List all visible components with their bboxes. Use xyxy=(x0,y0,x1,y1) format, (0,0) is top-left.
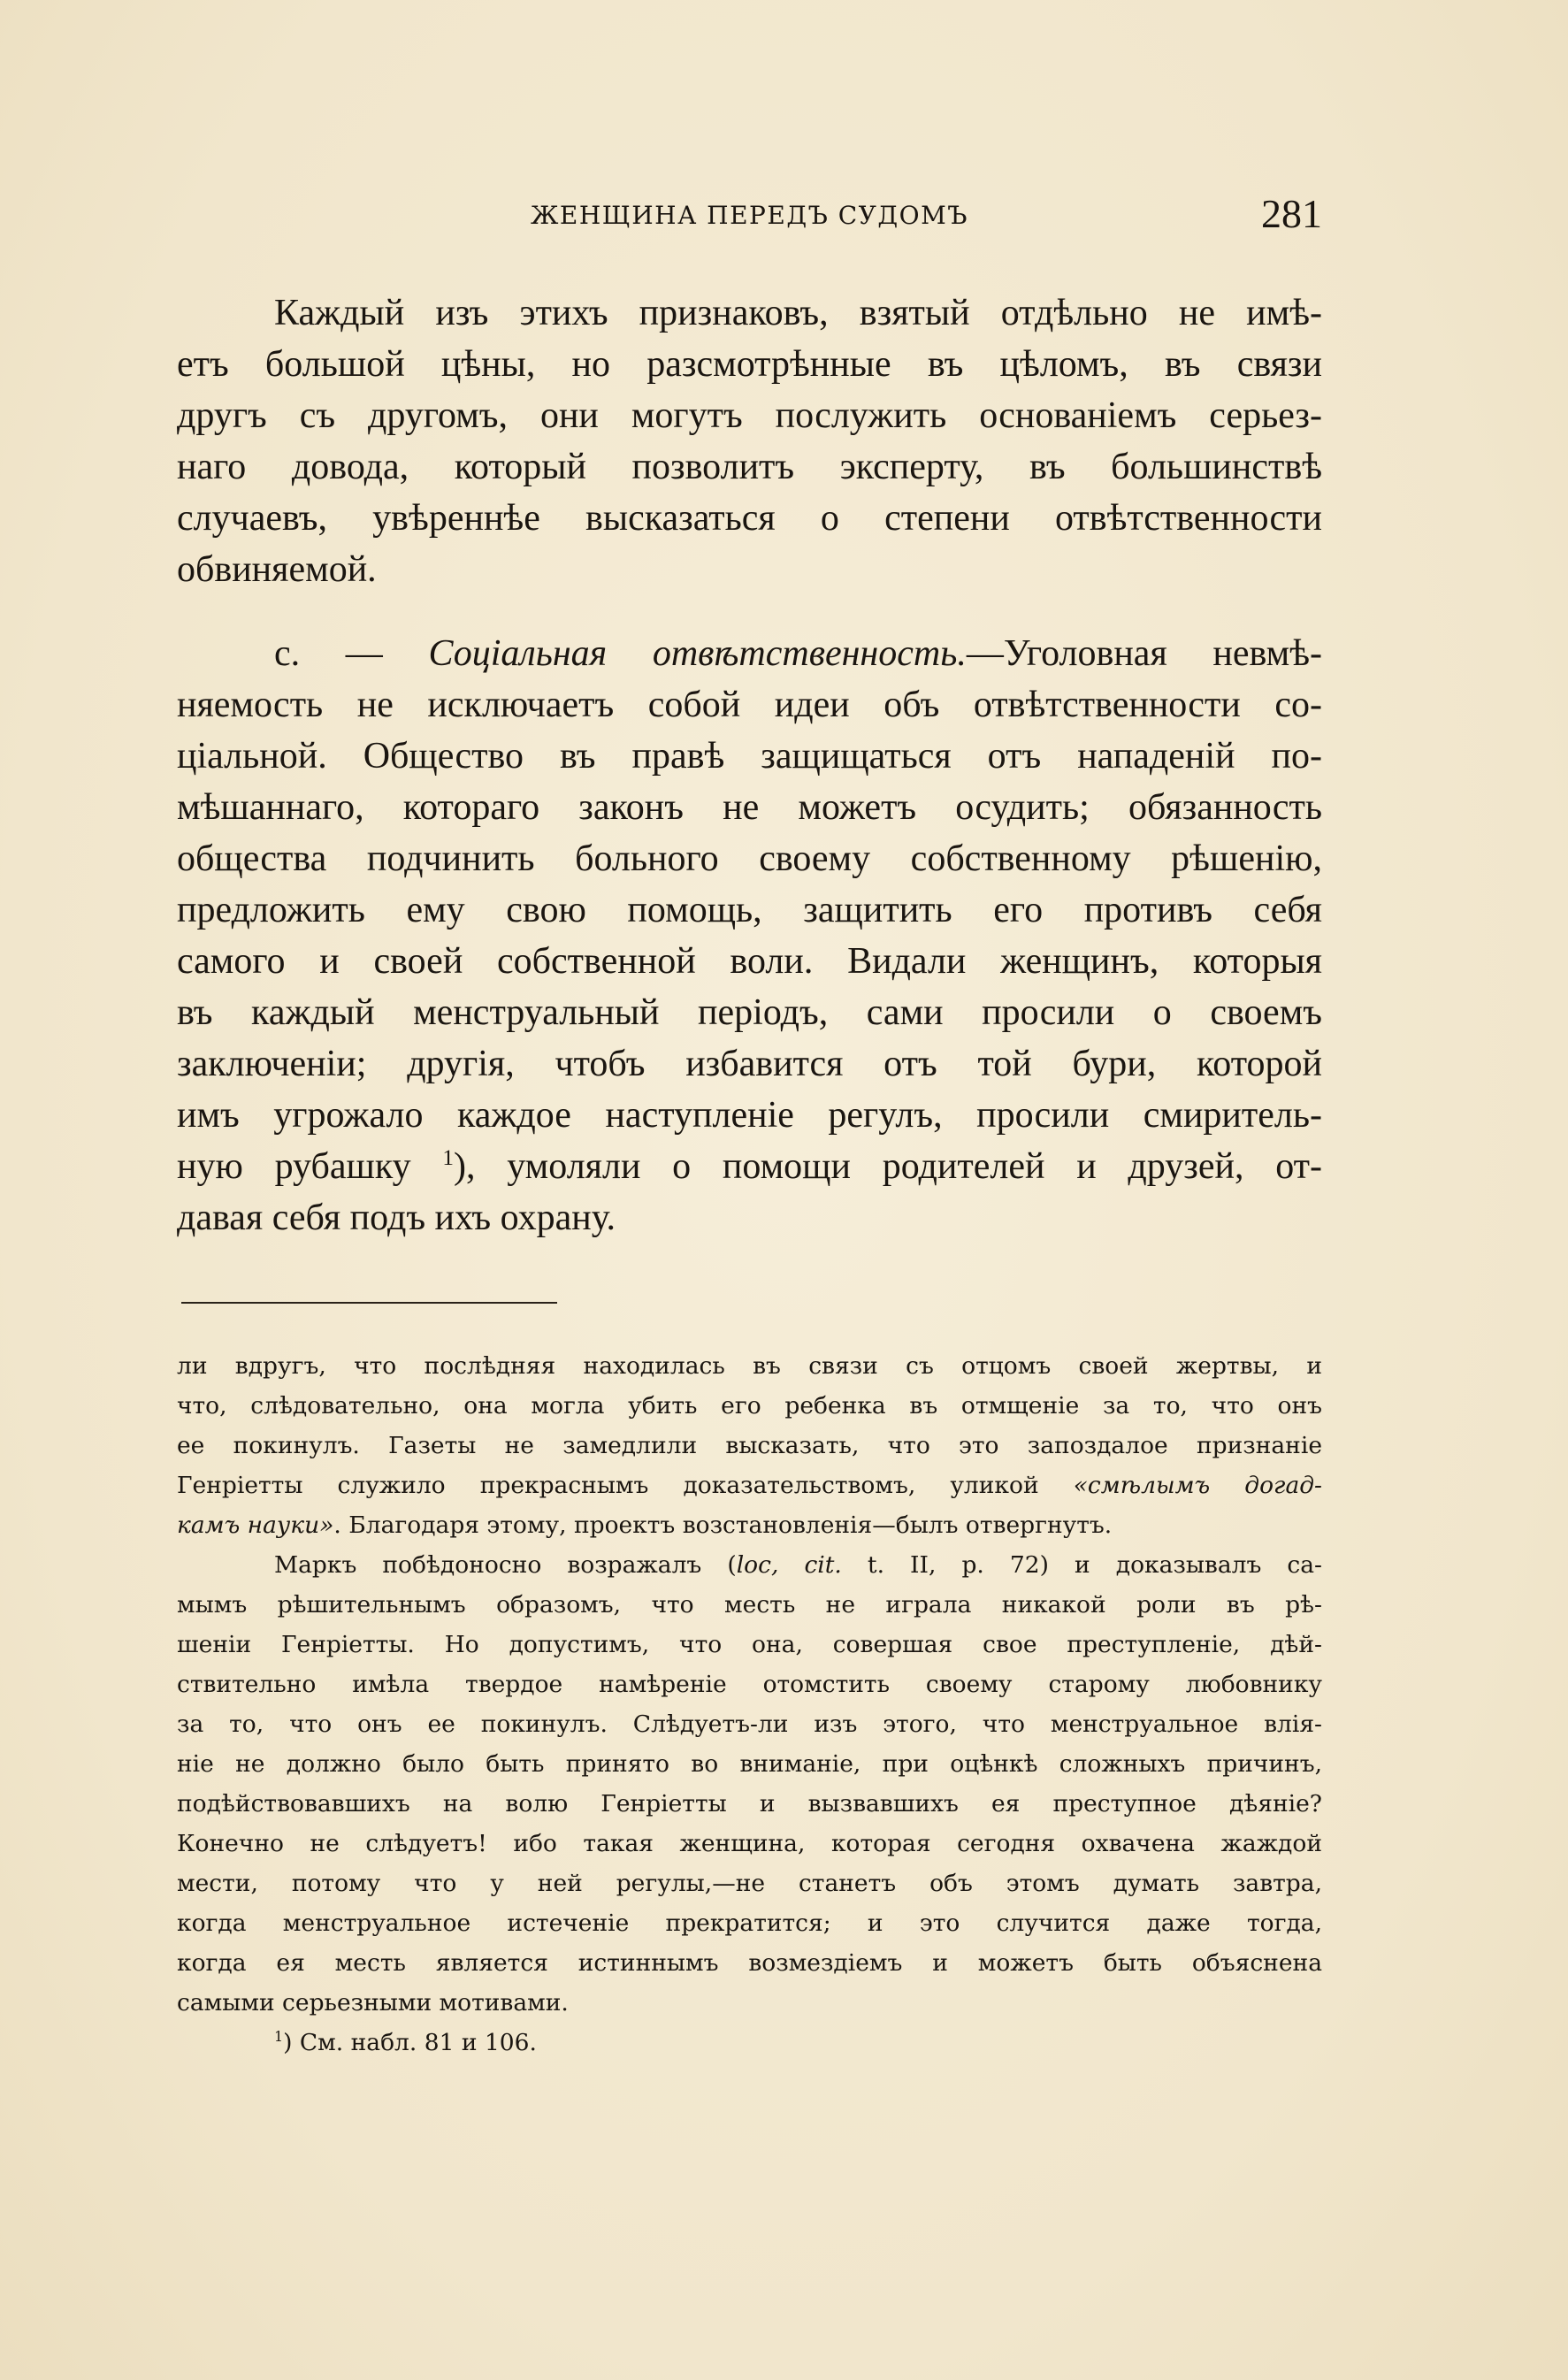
text-line xyxy=(177,628,1322,679)
text-span: ) См. набл. 81 и 106. xyxy=(283,2029,537,2056)
footnote-line: ніе не должно было быть принято во вниманіе, при оцѣнкѣ сложныхъ причинъ, xyxy=(177,1750,1322,1778)
text-line: няемость не исключаетъ собой идеи объ отвѣтственности со- xyxy=(177,685,1322,725)
footnote-line xyxy=(177,1505,1322,1545)
text-line: самого и своей собственной воли. Видали женщинъ, которыя xyxy=(177,941,1322,982)
footnote-line: ли вдругъ, что послѣдняя находилась въ связи съ отцомъ своей жертвы, и xyxy=(177,1352,1322,1380)
footnote-line: что, слѣдовательно, она могла убить его ребенка въ отмщеніе за то, что онъ xyxy=(177,1392,1322,1420)
footnote-line: мести, потому что у ней регулы,—не станетъ объ этомъ думать завтра, xyxy=(177,1870,1322,1897)
paragraph-1 xyxy=(177,287,1322,595)
footnote-continuation xyxy=(177,1346,1322,1545)
footnote-line: ее покинулъ. Газеты не замедлили высказать, что это запоздалое признаніе xyxy=(177,1432,1322,1459)
page-header xyxy=(177,190,1322,243)
footnote-line xyxy=(177,1545,1322,1585)
text-line: случаевъ, увѣреннѣе высказаться о степени отвѣтственности xyxy=(177,498,1322,539)
text-line: етъ большой цѣны, но разсмотрѣнные въ цѣломъ, въ связи xyxy=(177,344,1322,385)
text-span: ), умоляли о помощи родителей и друзей, от- xyxy=(454,1146,1322,1187)
footnote-line: мымъ рѣшительнымъ образомъ, что месть не играла никакой роли въ рѣ- xyxy=(177,1591,1322,1619)
footnote-divider xyxy=(181,1302,557,1304)
text-line: Каждый изъ этихъ признаковъ, взятый отдѣльно не имѣ- xyxy=(274,293,1322,333)
text-span: ную рубашку xyxy=(177,1146,443,1187)
paragraph-2 xyxy=(177,628,1322,1244)
footnote-line: Конечно не слѣдуетъ! ибо такая женщина, которая сегодня охвачена жаждой xyxy=(177,1830,1322,1857)
text-line: предложить ему свою помощь, защитить его противъ себя xyxy=(177,890,1322,930)
footnote-line xyxy=(177,1465,1322,1505)
footnote-line: подѣйствовавшихъ на волю Генріетты и вызвавшихъ ея преступное дѣяніе? xyxy=(177,1790,1322,1818)
footnote-line: самыми серьезными мотивами. xyxy=(177,1989,569,2016)
text-line: мѣшаннаго, котораго законъ не можетъ осудить; обязанность xyxy=(177,787,1322,828)
text-line: обвиняемой. xyxy=(177,549,377,590)
text-span: Генріетты служило прекраснымъ доказательствомъ, уликой xyxy=(177,1472,1074,1499)
text-span: —Уголовная невмѣ- xyxy=(966,633,1322,674)
footnote-1 xyxy=(177,2023,1322,2062)
page-number: 281 xyxy=(1261,191,1322,236)
footnote-marker: 1 xyxy=(274,2028,284,2046)
footnote-line xyxy=(177,2023,1322,2062)
text-line xyxy=(177,1141,1322,1192)
text-line: давая себя подъ ихъ охрану. xyxy=(177,1198,616,1238)
footnote-line: за то, что онъ ее покинулъ. Слѣдуетъ-ли изъ этого, что менструальное влія- xyxy=(177,1710,1322,1738)
text-span: t. II, p. 72) и доказывалъ са- xyxy=(841,1551,1322,1579)
citation: loc, cit. xyxy=(736,1551,842,1579)
text-line: въ каждый менструальный періодъ, сами просили о своемъ xyxy=(177,992,1322,1033)
text-line: ціальной. Общество въ правѣ защищаться отъ нападеній по- xyxy=(177,736,1322,777)
footnote-line: когда менструальное истеченіе прекратится; и это случится даже тогда, xyxy=(177,1909,1322,1937)
italic-quote: «смѣлымъ догад- xyxy=(1073,1472,1322,1499)
footnote-line: когда ея месть является истиннымъ возмездіемъ и можетъ быть объяснена xyxy=(177,1949,1322,1977)
italic-quote: камъ науки» xyxy=(177,1511,334,1539)
footnote-paragraph xyxy=(177,1545,1322,2023)
footnote-line: шеніи Генріетты. Но допустимъ, что она, совершая свое преступленіе, дѣй- xyxy=(177,1631,1322,1658)
text-line: наго довода, который позволитъ эксперту, въ большинствѣ xyxy=(177,447,1322,487)
running-title: ЖЕНЩИНА ПЕРЕДЪ СУДОМЪ xyxy=(530,201,969,230)
footnote-reference[interactable]: 1 xyxy=(442,1146,454,1170)
text-line: общества подчинить больного своему собственному рѣшенію, xyxy=(177,838,1322,879)
section-heading: Соціальная отвѣтственность. xyxy=(428,633,967,674)
text-line: имъ угрожало каждое наступленіе регулъ, просили смиритель- xyxy=(177,1095,1322,1136)
section-marker: с. — xyxy=(274,633,429,674)
text-line: другъ съ другомъ, они могутъ послужить основаніемъ серьез- xyxy=(177,395,1322,436)
text-line: заключеніи; другія, чтобъ избавится отъ той бури, которой xyxy=(177,1044,1322,1084)
footnote-line: ствительно имѣла твердое намѣреніе отомстить своему старому любовнику xyxy=(177,1671,1322,1698)
text-span: Маркъ побѣдоносно возражалъ ( xyxy=(274,1551,737,1579)
text-span: . Благодаря этому, проектъ возстановленія—былъ отвергнутъ. xyxy=(333,1511,1113,1539)
